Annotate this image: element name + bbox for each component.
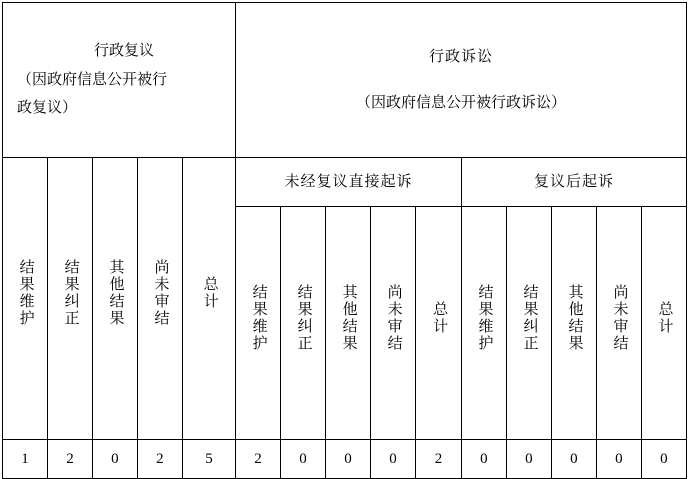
column-label-result-upheld-direct: 结果维护 [236,207,281,440]
value-cell: 0 [641,440,686,479]
group-header-administrative-reconsideration [3,3,236,158]
government-information-disclosure-statistics-table [2,2,687,479]
column-label-total-direct: 总计 [415,207,461,440]
column-label-total-reconsideration: 总计 [182,158,235,440]
group-header-title: 行政复议 [94,43,155,60]
table-row [3,440,687,479]
group-header-subtitle-part1: （因政府信息公开被行 [17,71,168,88]
column-label-other-result-after: 其他结果 [551,207,596,440]
value-cell: 5 [182,440,235,479]
group-header-subtitle-part2: 政复议） [17,100,78,117]
column-label-result-upheld-reconsideration: 结果维护 [3,158,48,440]
column-label-other-result-reconsideration: 其他结果 [92,158,137,440]
column-label-result-corrected-direct: 结果纠正 [281,207,326,440]
value-cell: 0 [92,440,137,479]
column-label-pending-direct: 尚未审结 [370,207,415,440]
column-label-result-corrected-reconsideration: 结果纠正 [47,158,92,440]
value-cell: 0 [461,440,506,479]
value-cell: 0 [551,440,596,479]
group-header-subtitle: （因政府信息公开被行政诉讼） [356,95,567,111]
value-cell: 1 [3,440,48,479]
group-header-title: 行政诉讼 [429,48,494,65]
statistics-table-sheet [0,2,688,467]
group-header-row [3,3,687,158]
value-cell: 2 [415,440,461,479]
column-label-other-result-direct: 其他结果 [326,207,371,440]
value-cell: 0 [281,440,326,479]
value-cell: 0 [506,440,551,479]
column-label-result-upheld-after: 结果维护 [461,207,506,440]
column-label-pending-reconsideration: 尚未审结 [137,158,182,440]
value-cell: 2 [47,440,92,479]
group-header-administrative-litigation [236,3,687,158]
column-label-result-corrected-after: 结果纠正 [506,207,551,440]
column-label-pending-after: 尚未审结 [596,207,641,440]
sub-header-direct-lawsuit: 未经复议直接起诉 [236,158,462,207]
value-cell: 0 [596,440,641,479]
sub-header-lawsuit-after-reconsideration: 复议后起诉 [461,158,686,207]
value-cell: 0 [326,440,371,479]
value-cell: 2 [236,440,281,479]
sub-header-row [3,158,687,207]
column-label-total-after: 总计 [641,207,686,440]
value-cell: 2 [137,440,182,479]
value-cell: 0 [370,440,415,479]
